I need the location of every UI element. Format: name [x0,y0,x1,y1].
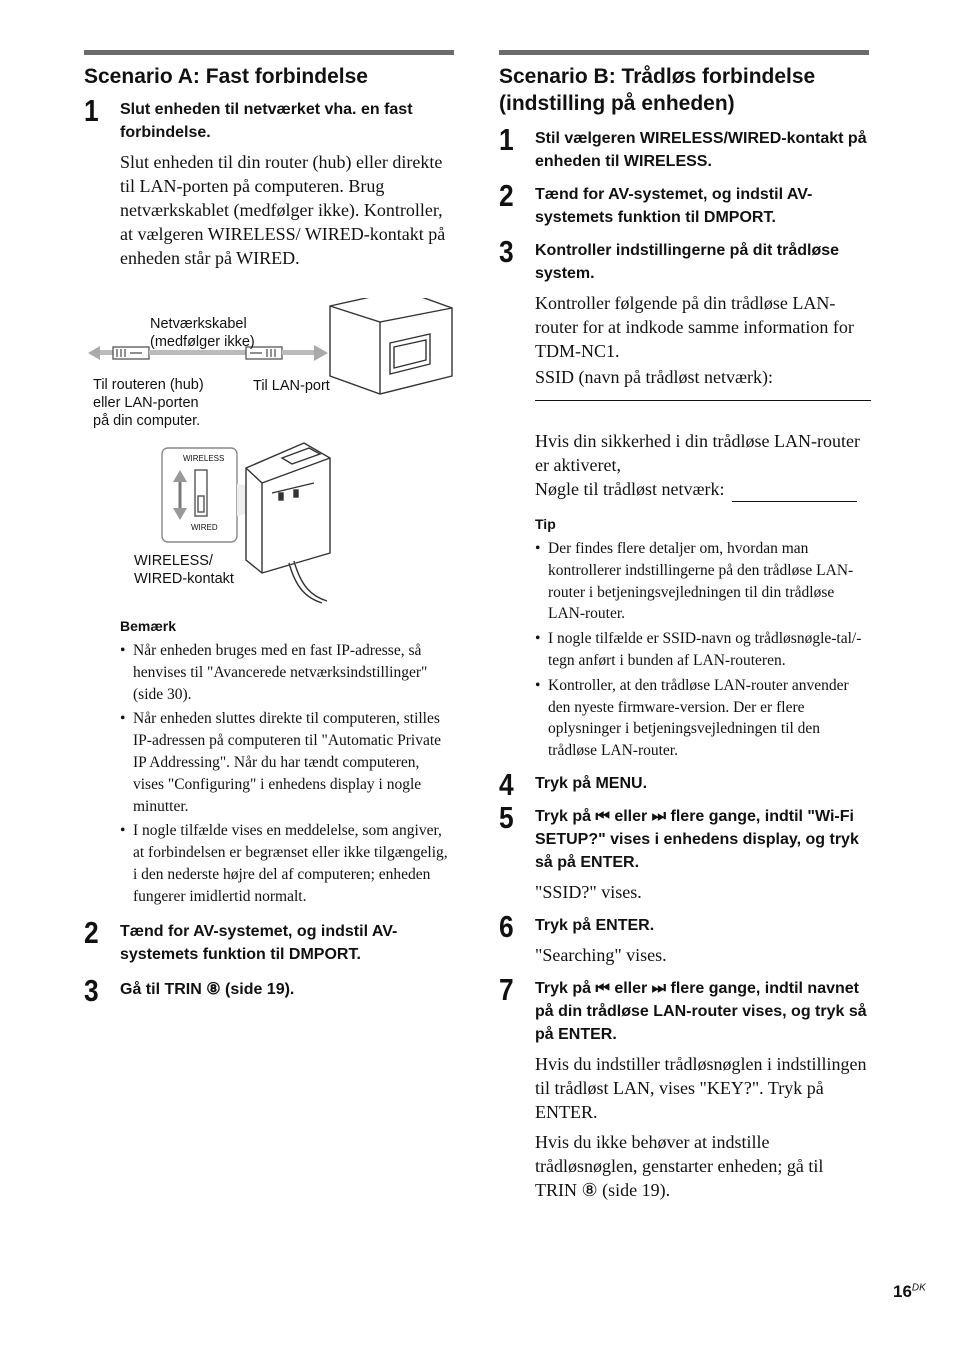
key-blank-line [732,477,857,502]
scenario-b-step-2 [499,178,869,229]
cable-label-2: (medfølger ikke) [150,334,255,350]
device-rear-view-icon [246,443,330,603]
scenario-b-step-1 [499,122,869,173]
section-rule [84,50,454,55]
tip-heading: Tip [535,516,556,532]
router-label-2: eller LAN-porten [93,395,199,411]
scenario-b-tips [499,516,869,762]
device-front-view-icon [330,298,452,394]
step-body: "Searching" vises. [535,944,667,965]
step-body: Hvis du ikke behøver at indstille trådløsnøglen, genstarter enheden; gå til TRIN ⑧ (side 19). [535,1131,824,1200]
switch-wireless-label: WIRELESS [183,454,225,463]
scenario-b-step-5 [499,799,869,904]
scenario-a-notes [84,618,454,908]
tip-item: • Der findes flere detaljer om, hvordan man kontrollerer indstillingerne på den trådløse LAN-router i betjeningsvejledningen til din trådløse LAN-router. [535,538,869,625]
section-rule [499,50,869,55]
scenario-a-column [84,50,454,1008]
connection-diagram [84,298,454,618]
step-heading: Tryk på ⏮ eller ⏭ flere gange, indtil "Wi-Fi SETUP?" vises i enhedens display, og tryk så på ENTER. [535,807,859,871]
key-label: Nøgle til trådløst netværk: [535,479,725,499]
step-number: 1 [499,122,514,157]
step-heading: Tryk på ⏮ eller ⏭ flere gange, indtil navnet på din trådløse LAN-router vises, og tryk så på ENTER. [535,979,867,1043]
note-item: • Når enheden sluttes direkte til computeren, stilles IP-adressen på computeren til "Automatic Private IP Addressing". Når du har tændt computeren, vises "Configuring" i enhedens display i nogle minutter. [120,708,454,817]
scenario-b-title: Scenario B: Trådløs forbindelse (indstilling på enheden) [499,65,816,115]
tip-item: • I nogle tilfælde er SSID-navn og trådløsnøgle-tal/-tegn anført i bunden af LAN-routeren. [535,628,869,672]
scenario-b-step-6 [499,908,869,967]
step-number: 4 [499,766,514,802]
note-item: • I nogle tilfælde vises en meddelelse, som angiver, at forbindelsen er begrænset eller ikke tilgængelig, i den nederste højre del af computeren; enheden fungerer imidlertid normalt. [120,820,454,907]
step-heading: Tryk på ENTER. [535,916,655,934]
security-text: Hvis din sikkerhed i din trådløse LAN-router er aktiveret, [535,431,860,475]
step-number: 5 [499,799,514,835]
step-number: 7 [499,971,514,1007]
scenario-b-step-7 [499,971,869,1202]
page-number-value: 16 [893,1282,912,1301]
note-heading: Bemærk [120,618,177,634]
scenario-b-step-3 [499,234,869,502]
router-label-3: på din computer. [93,413,201,429]
step-number: 6 [499,908,514,944]
step-number: 3 [499,234,514,269]
key-row [535,477,869,502]
tip-item: • Kontroller, at den trådløse LAN-router anvender den nyeste firmware-version. Der er flere oplysninger i betjeningsvejledningen til den trådløse LAN-router. [535,675,869,762]
scenario-b-column [499,50,869,1202]
scenario-a-step-3 [84,972,454,1008]
step-heading: Kontroller indstillingerne på dit trådløse system. [535,242,840,282]
step-body: Kontroller følgende på din trådløse LAN-router for at indkode samme information for TDM-NC1. [535,293,854,361]
switch-wired-label: WIRED [191,523,218,532]
scenario-a-step-2 [84,914,454,966]
step-body: Slut enheden til din router (hub) eller direkte til LAN-porten på computeren. Brug netværkskablet (medfølger ikke). Kontroller, at vælgeren WIRELESS/ WIRED-kontakt på enheden står på WIRED. [120,152,446,268]
note-item: • Når enheden bruges med en fast IP-adresse, så henvises til "Avancerede netværksindstillinger" (side 30). [120,640,454,705]
step-body: "SSID?" vises. [535,881,642,902]
ssid-blank-line [535,399,871,401]
tip-list [535,538,869,762]
router-label-1: Til routeren (hub) [93,377,204,393]
step-heading: Tænd for AV-systemet, og indstil AV-systemets funktion til DMPORT. [120,922,398,963]
scenario-b-step-4 [499,766,869,802]
step-number: 2 [499,178,514,213]
step-number: 1 [84,93,99,128]
lan-port-label: Til LAN-port [253,378,330,394]
scenario-a-title: Scenario A: Fast forbindelse [84,65,368,88]
step-body: Hvis du indstiller trådløsnøglen i indstillingen til trådløst LAN, vises "KEY?". Tryk på ENTER. [535,1053,867,1122]
step-heading: Tænd for AV-systemet, og indstil AV-systemets funktion til DMPORT. [535,186,813,226]
page-number-suffix: DK [911,1282,926,1294]
step-heading: Slut enheden til netværket vha. en fast forbindelse. [120,101,413,141]
scenario-a-step-1 [84,93,454,270]
switch-label-1: WIRELESS/ [134,553,213,569]
step-heading: Stil vælgeren WIRELESS/WIRED-kontakt på enheden til WIRELESS. [535,130,867,170]
note-list [120,640,454,908]
cable-label-1: Netværkskabel [150,316,247,332]
step-number: 2 [84,914,99,950]
step-number: 3 [84,972,99,1008]
ssid-label: SSID (navn på trådløst netværk): [535,367,773,387]
step-heading: Gå til TRIN ⑧ (side 19). [120,980,295,998]
switch-label-2: WIRED-kontakt [134,571,234,587]
page-number [893,1282,926,1302]
step-heading: Tryk på MENU. [535,774,648,792]
